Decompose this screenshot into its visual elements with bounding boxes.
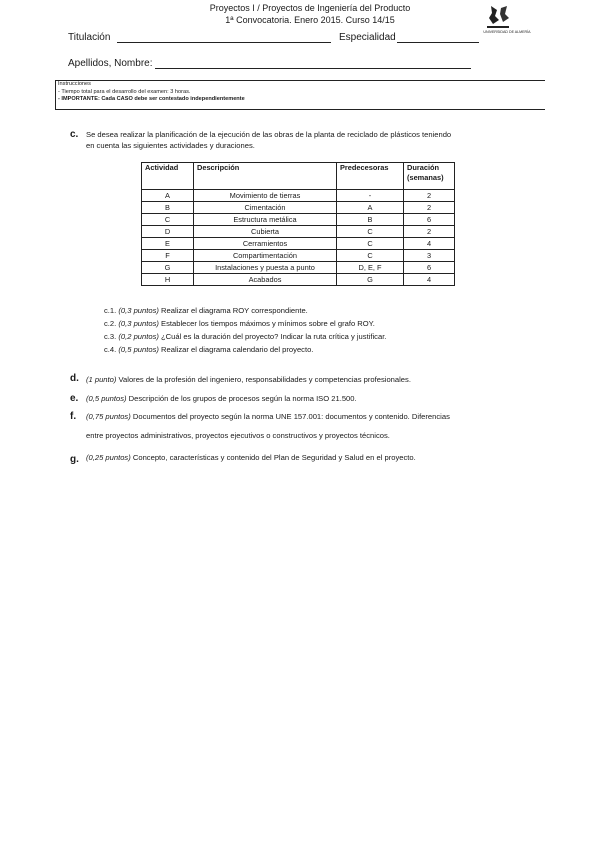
cell-duracion: 4	[404, 238, 455, 250]
question-e-letter: e.	[70, 393, 79, 404]
cell-duracion: 3	[404, 250, 455, 262]
cell-descripcion: Cerramientos	[194, 238, 337, 250]
cell-descripcion: Acabados	[194, 274, 337, 286]
table-row	[142, 262, 455, 274]
question-f-letter: f.	[70, 411, 77, 422]
question-text: Concepto, características y contenido del Plan de Seguridad y Salud en el proyecto.	[132, 453, 416, 462]
titulacion-field[interactable]	[117, 42, 331, 43]
cell-duracion: 2	[404, 226, 455, 238]
cell-actividad: H	[142, 274, 194, 286]
cell-descripcion: Movimiento de tierras	[194, 190, 337, 202]
cell-descripcion: Cubierta	[194, 226, 337, 238]
cell-actividad: C	[142, 214, 194, 226]
table-row	[142, 274, 455, 286]
cell-duracion: 2	[404, 190, 455, 202]
question-f-line-2: entre proyectos administrativos, proyectos ejecutivos o constructivos y proyectos técnicos.	[86, 431, 390, 440]
question-g	[86, 452, 416, 463]
question-points: (1 punto)	[86, 375, 117, 384]
instructions-line-1: - Tiempo total para el desarrollo del examen: 3 horas.	[58, 88, 191, 95]
titulacion-label: Titulación	[68, 32, 111, 43]
question-d-letter: d.	[70, 373, 79, 384]
university-logo-icon	[483, 4, 531, 40]
cell-actividad: F	[142, 250, 194, 262]
cell-predecesoras: C	[337, 226, 404, 238]
cell-descripcion: Estructura metálica	[194, 214, 337, 226]
cell-predecesoras: B	[337, 214, 404, 226]
cell-actividad: D	[142, 226, 194, 238]
cell-duracion: 6	[404, 262, 455, 274]
cell-duracion: 4	[404, 274, 455, 286]
cell-predecesoras: G	[337, 274, 404, 286]
subquestion-points: (0,3 puntos)	[118, 319, 159, 328]
cell-descripcion: Instalaciones y puesta a punto	[194, 262, 337, 274]
cell-actividad: A	[142, 190, 194, 202]
question-f	[86, 411, 450, 422]
subquestion-c2	[104, 319, 375, 328]
question-d	[86, 374, 411, 385]
header-duracion: Duración (semanas)	[404, 163, 455, 190]
table-row	[142, 190, 455, 202]
cell-actividad: G	[142, 262, 194, 274]
cell-predecesoras: A	[337, 202, 404, 214]
question-text: Documentos del proyecto según la norma UNE 157.001: documentos y contenido. Diferencias	[132, 412, 450, 421]
header-actividad: Actividad	[142, 163, 194, 190]
instructions-box	[55, 80, 545, 110]
table-row	[142, 226, 455, 238]
cell-actividad: E	[142, 238, 194, 250]
apellidos-label: Apellidos, Nombre:	[68, 58, 153, 69]
question-points: (0,25 puntos)	[86, 453, 131, 462]
cell-predecesoras: C	[337, 238, 404, 250]
cell-predecesoras: -	[337, 190, 404, 202]
question-text: Valores de la profesión del ingeniero, responsabilidades y competencias profesionales.	[118, 375, 411, 384]
cell-predecesoras: C	[337, 250, 404, 262]
question-points: (0,5 puntos)	[86, 394, 127, 403]
subquestion-text: Establecer los tiempos máximos y mínimos sobre el grafo ROY.	[161, 319, 375, 328]
question-e	[86, 393, 357, 404]
cell-descripcion: Compartimentación	[194, 250, 337, 262]
subquestion-points: (0,3 puntos)	[118, 306, 159, 315]
question-c-letter: c.	[70, 129, 79, 140]
subquestion-text: ¿Cuál es la duración del proyecto? Indicar la ruta crítica y justificar.	[161, 332, 387, 341]
table-row	[142, 250, 455, 262]
subquestion-number: c.4.	[104, 345, 117, 354]
subquestion-c3	[104, 332, 386, 341]
header-predecesoras: Predecesoras	[337, 163, 404, 190]
subquestion-points: (0,2 puntos)	[118, 332, 159, 341]
cell-predecesoras: D, E, F	[337, 262, 404, 274]
subquestion-number: c.2.	[104, 319, 117, 328]
cell-actividad: B	[142, 202, 194, 214]
question-text: Descripción de los grupos de procesos según la norma ISO 21.500.	[128, 394, 357, 403]
header-line-2: 1ª Convocatoria. Enero 2015. Curso 14/15	[225, 15, 395, 25]
table-row	[142, 214, 455, 226]
subquestion-text: Realizar el diagrama ROY correspondiente.	[161, 306, 308, 315]
activities-table	[141, 162, 455, 286]
subquestion-number: c.3.	[104, 332, 117, 341]
university-logo-text: UNIVERSIDAD DE ALMERÍA	[483, 30, 531, 34]
cell-descripcion: Cimentación	[194, 202, 337, 214]
subquestion-text: Realizar el diagrama calendario del proyecto.	[161, 345, 314, 354]
question-g-letter: g.	[70, 454, 79, 465]
subquestion-points: (0,5 puntos)	[118, 345, 159, 354]
especialidad-field[interactable]	[397, 42, 479, 43]
subquestion-number: c.1.	[104, 306, 117, 315]
subquestion-c1	[104, 306, 308, 315]
cell-duracion: 2	[404, 202, 455, 214]
question-c-line-2: en cuenta las siguientes actividades y duraciones.	[86, 141, 255, 150]
question-c-line-1: Se desea realizar la planificación de la ejecución de las obras de la planta de reciclado de plásticos teniendo	[86, 130, 452, 139]
table-row	[142, 202, 455, 214]
table-header-row	[142, 163, 455, 190]
header-descripcion: Descripción	[194, 163, 337, 190]
subquestion-c4	[104, 345, 313, 354]
instructions-line-2: - IMPORTANTE: Cada CASO debe ser contestado independientemente	[58, 96, 245, 103]
table-row	[142, 238, 455, 250]
header-line-1: Proyectos I / Proyectos de Ingeniería del Producto	[209, 3, 411, 13]
instructions-title: Instrucciones	[58, 81, 91, 87]
question-points: (0,75 puntos)	[86, 412, 131, 421]
cell-duracion: 6	[404, 214, 455, 226]
especialidad-label: Especialidad	[339, 32, 396, 43]
apellidos-field[interactable]	[155, 68, 471, 69]
university-logo	[483, 4, 531, 40]
